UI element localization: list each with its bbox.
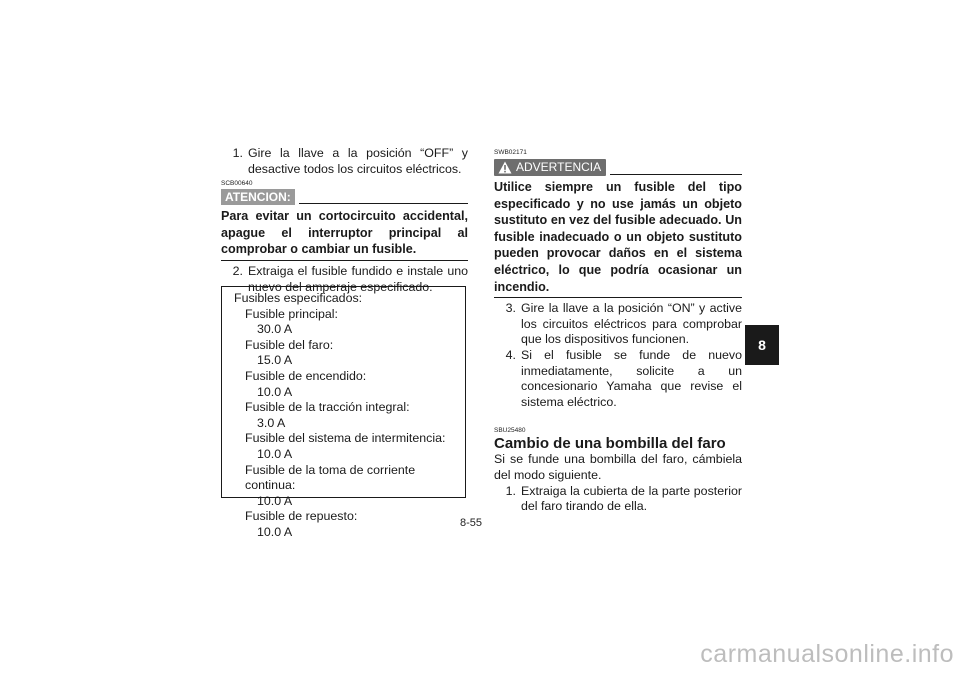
spec-value: 15.0 A: [257, 353, 293, 368]
step-number: 2.: [232, 263, 243, 278]
warning-header: [494, 158, 742, 176]
section-heading: Cambio de una bombilla del faro: [494, 435, 726, 453]
caution-rule: [299, 203, 468, 204]
step-number: 1.: [232, 146, 243, 160]
warning-badge: [494, 159, 606, 176]
spec-label: Fusible de repuesto:: [245, 509, 358, 524]
warning-end-rule: [494, 297, 742, 298]
section-intro: Si se funde una bombilla del faro, cámbiela del modo siguiente.: [494, 452, 742, 482]
warning-label: ADVERTENCIA: [516, 159, 602, 174]
step-text: Si el fusible se funde de nuevo inmediatamente, solicite a un concesionario Yamaha que revise el sistema eléctrico.: [521, 347, 742, 409]
step-text: Gire la llave a la posición “ON” y active los circuitos eléctricos para comprobar que los dispositivos funcionen.: [521, 301, 742, 347]
warning-code: SWB02171: [494, 149, 527, 156]
caution-end-rule: [221, 260, 468, 261]
right-column: [494, 146, 742, 515]
spec-item: [222, 338, 465, 369]
spec-label: Fusible principal:: [245, 306, 338, 321]
spec-item: [222, 369, 465, 400]
spec-item: [222, 307, 465, 338]
spec-title: Fusibles especificados:: [234, 291, 363, 305]
step-number: 3.: [505, 301, 516, 316]
spec-label: Fusible del faro:: [245, 337, 334, 352]
spec-value: 10.0 A: [257, 446, 293, 461]
spec-value: 10.0 A: [257, 493, 293, 508]
chapter-tab: 8: [745, 325, 779, 365]
caution-label: ATENCION:: [221, 189, 295, 205]
spec-value: 3.0 A: [257, 415, 286, 430]
fuse-spec-box: [221, 286, 466, 539]
step-1: [221, 146, 468, 177]
step-text: Extraiga el fusible fundido e instale uno nuevo del amperaje especificado.: [248, 263, 468, 294]
step-text: Extraiga la cubierta de la parte posterior del faro tirando de ella.: [521, 483, 742, 514]
caution-header: [221, 189, 468, 205]
page-number: 8-55: [460, 517, 483, 529]
spec-item: [222, 509, 465, 540]
warning-rule: [610, 174, 742, 175]
left-column: [221, 146, 468, 295]
spec-label: Fusible de la tracción integral:: [245, 400, 410, 415]
caution-text: Para evitar un cortocircuito accidental, apague el interruptor principal al comprobar o cambiar un fusible.: [221, 209, 468, 257]
spec-value: 10.0 A: [257, 524, 293, 539]
spec-label: Fusible del sistema de intermitencia:: [245, 431, 446, 446]
spec-value: 30.0 A: [257, 322, 293, 337]
spec-label: Fusible de encendido:: [245, 368, 367, 383]
spec-item: [222, 463, 465, 510]
step-text: Gire la llave a la posición “OFF” y desactive todos los circuitos eléctricos.: [248, 146, 468, 176]
warning-text: Utilice siempre un fusible del tipo especificado y no use jamás un objeto sustituto en vez del fusible adecuado. Un fusible inadecuado o un objeto sustituto pueden provocar daños en el sistema eléctrico, lo que podría ocasionar un incendio.: [494, 180, 742, 294]
section-code: SBU25480: [494, 427, 526, 435]
step-4: [494, 348, 742, 410]
watermark: carmanualsonline.info: [700, 640, 954, 668]
step-5: [494, 484, 742, 515]
step-3: [494, 301, 742, 348]
step-number: 4.: [505, 347, 516, 362]
warning-triangle-icon: [498, 161, 512, 174]
spec-value: 10.0 A: [257, 384, 293, 399]
spec-item: [222, 400, 465, 431]
step-number: 1.: [505, 483, 516, 498]
spec-label: Fusible de la toma de corriente continua:: [245, 462, 416, 493]
spec-item: [222, 431, 465, 462]
caution-code: SCB00640: [221, 180, 253, 188]
